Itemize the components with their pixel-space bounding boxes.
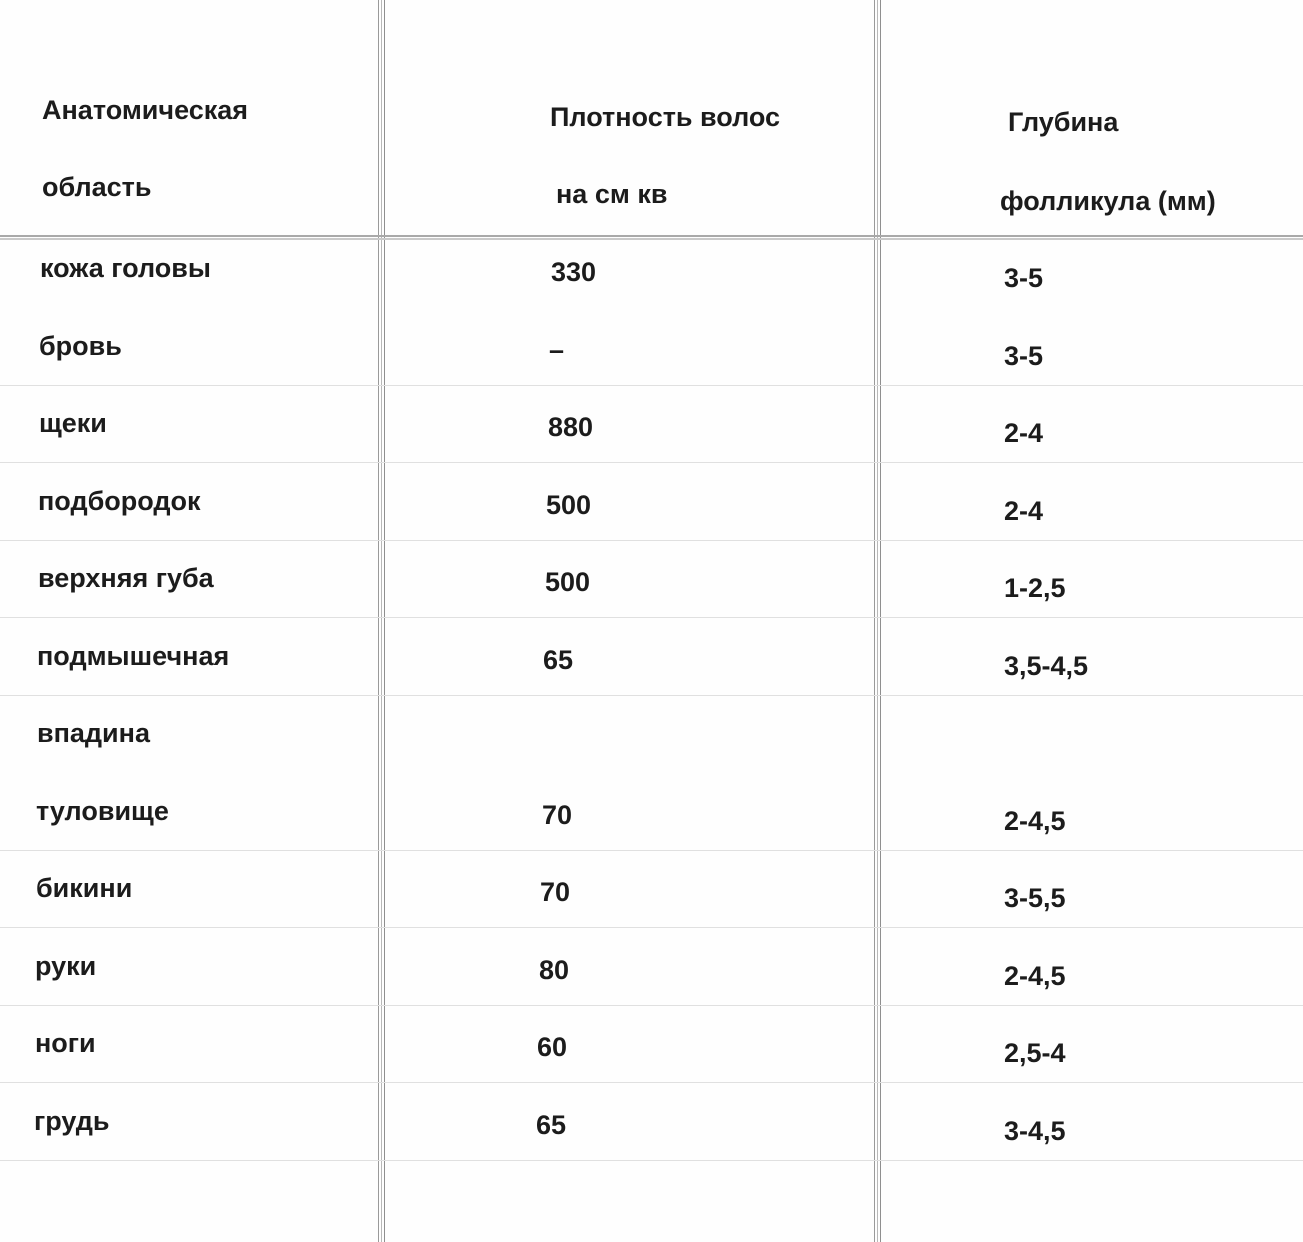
cell-area: грудь — [34, 1106, 110, 1136]
cell-area: кожа головы — [40, 253, 211, 283]
cell-depth: 1-2,5 — [1004, 573, 1066, 603]
cell-area-continued: впадина — [37, 718, 150, 748]
cell-depth: 2-4 — [1004, 418, 1044, 448]
cell-depth: 3-5,5 — [1004, 883, 1066, 913]
cell-depth: 2,5-4 — [1004, 1038, 1066, 1068]
row-divider — [0, 927, 1303, 928]
cell-area: ноги — [35, 1028, 96, 1058]
cell-density: 60 — [537, 1032, 568, 1062]
cell-depth: 3-4,5 — [1004, 1116, 1066, 1146]
column-divider-1 — [377, 0, 387, 1242]
cell-area: верхняя губа — [38, 563, 214, 593]
cell-density: 500 — [545, 567, 591, 597]
row-divider — [0, 850, 1303, 851]
row-divider — [0, 1005, 1303, 1006]
cell-density: 65 — [536, 1110, 567, 1140]
cell-depth: 2-4,5 — [1004, 806, 1066, 836]
cell-density: – — [549, 335, 565, 365]
cell-depth: 3-5 — [1004, 263, 1044, 293]
column-divider-2 — [873, 0, 883, 1242]
header-area-line-1: Анатомическая — [42, 95, 249, 125]
row-divider — [0, 695, 1303, 696]
cell-area: подбородок — [38, 486, 201, 516]
cell-depth: 3-5 — [1004, 341, 1044, 371]
cell-density: 70 — [542, 800, 573, 830]
cell-density: 70 — [540, 877, 571, 907]
header-density-line-1: Плотность волос — [550, 102, 781, 132]
cell-area: бикини — [36, 873, 133, 903]
cell-density: 65 — [543, 645, 574, 675]
cell-depth: 3,5-4,5 — [1004, 651, 1089, 681]
row-divider — [0, 385, 1303, 386]
header-depth-line-1: Глубина — [1008, 107, 1119, 137]
header-depth-line-2: фолликула (мм) — [1000, 186, 1216, 216]
cell-area: туловище — [36, 796, 169, 826]
header-area-line-2: область — [42, 172, 152, 202]
cell-density: 500 — [546, 490, 592, 520]
row-divider — [0, 1082, 1303, 1083]
header-density-line-2: на см кв — [556, 179, 668, 209]
cell-area: руки — [35, 951, 97, 981]
cell-depth: 2-4,5 — [1004, 961, 1066, 991]
cell-area: щеки — [39, 408, 107, 438]
cell-area: подмышечная — [37, 641, 230, 671]
cell-area: бровь — [39, 331, 122, 361]
cell-density: 880 — [548, 412, 594, 442]
cell-density: 80 — [539, 955, 570, 985]
cell-depth: 2-4 — [1004, 496, 1044, 526]
cell-density: 330 — [551, 257, 597, 287]
row-divider — [0, 1160, 1303, 1161]
